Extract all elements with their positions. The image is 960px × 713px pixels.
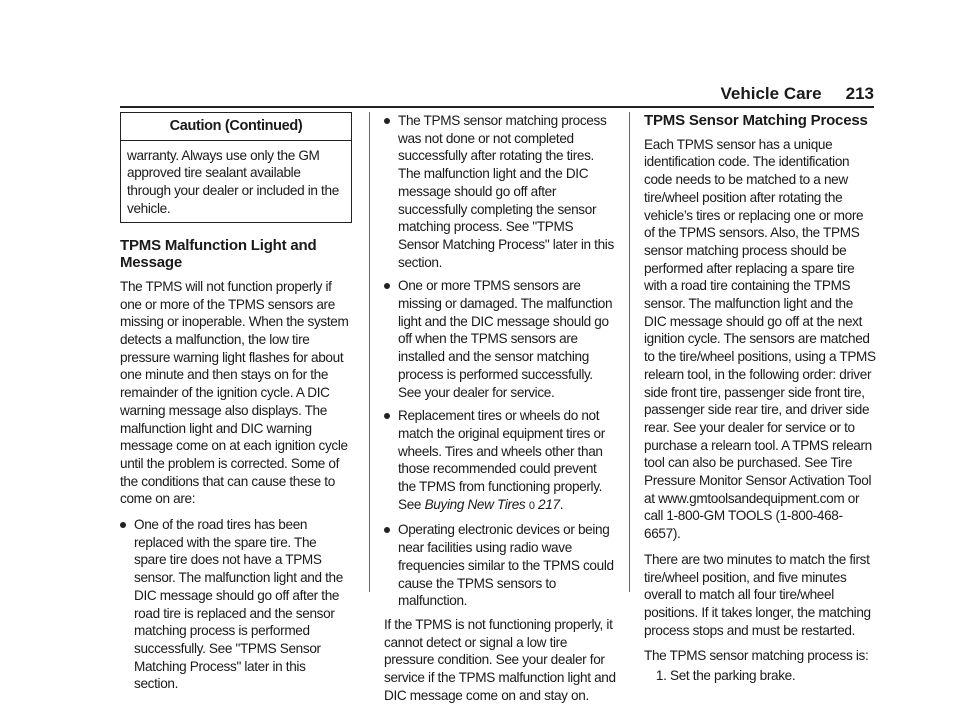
caution-title: Caution (Continued) [121, 113, 351, 141]
body-paragraph: If the TPMS is not functioning properly, it cannot detect or signal a low tire pressure condition. See your dealer for service if the TPMS malfunction light and DIC message come on and stay on. [384, 616, 616, 703]
body-paragraph: The TPMS will not function properly if one or more of the TPMS sensors are missing or inoperable. When the system detects a malfunction, the low tire pressure warning light flashes for about one minute and then stays on for the remainder of the ignition cycle. A DIC warning message also displays. The malfunction light and DIC warning message come on at each ignition cycle until the problem is corrected. Some of the conditions that can cause these to come on are: [120, 278, 349, 507]
caution-box [120, 112, 352, 223]
bullet-icon [384, 527, 390, 533]
cross-reference-link[interactable]: Buying New Tires [424, 496, 526, 512]
step-item: 1. Set the parking brake. [670, 667, 876, 685]
page-header [120, 80, 874, 108]
bullet-list [120, 516, 352, 693]
list-item [384, 112, 616, 271]
column-divider [629, 112, 630, 592]
column-1 [120, 112, 352, 699]
list-item [384, 521, 616, 610]
list-item [384, 407, 616, 515]
steps-list [644, 667, 876, 685]
list-item-text: One of the road tires has been replaced with the spare tire. The spare tire does not have a TPMS sensor. The malfunction light and the DIC message should go off after the road tire is replaced and the sensor matching process is performed successfully. See "TPMS Sensor Matching Process" later in this section. [134, 517, 343, 692]
page-number: 213 [845, 84, 874, 103]
list-item-text-main: Replacement tires or wheels do not match the original equipment tires or wheels. Tires and wheels other than those recommended could prevent the TPMS from functioning properly. See [398, 408, 605, 512]
list-item-text: The TPMS sensor matching process was not done or not completed successfully after rotating the tires. The malfunction light and the DIC message should go off after successfully completing the sensor matching process. See "TPMS Sensor Matching Process" later in this section. [398, 113, 614, 270]
bullet-icon [384, 118, 390, 124]
body-paragraph: There are two minutes to match the first tire/wheel position, and five minutes overall to match all four tire/wheel positions. If it takes longer, the matching process stops and must be restarted. [644, 551, 871, 638]
bullet-list [384, 112, 616, 610]
column-divider [369, 112, 370, 592]
list-item-text: Operating electronic devices or being near facilities using radio wave frequencies similar to the TPMS could cause the TPMS sensors to malfunction. [398, 522, 614, 609]
sentence-end: . [559, 496, 564, 512]
column-2 [384, 112, 616, 713]
section-title: Vehicle Care [720, 84, 822, 103]
page-reference-arrow-icon: 0 [528, 499, 535, 512]
section-heading: TPMS Malfunction Light and Message [120, 236, 317, 272]
list-item-text [398, 408, 605, 512]
list-item-text: One or more TPMS sensors are missing or damaged. The malfunction light and the DIC message should go off when the TPMS sensors are installed and the sensor matching process is performed successfully. See your dealer for service. [398, 278, 613, 400]
cross-reference-page[interactable]: 217 [538, 496, 560, 512]
section-heading: TPMS Sensor Matching Process [644, 112, 868, 129]
list-item [384, 277, 616, 401]
column-3 [644, 112, 876, 685]
body-paragraph: The TPMS sensor matching process is: [644, 648, 869, 664]
bullet-icon [384, 413, 390, 419]
body-paragraph: Each TPMS sensor has a unique identification code. The identification code needs to be matched to a new tire/wheel position after rotating the vehicle’s tires or replacing one or more of the TPMS sensors. Also, the TPMS sensor matching process should be performed after replacing a spare tire with a road tire containing the TPMS sensor. The malfunction light and the DIC message should go off at the next ignition cycle. The sensors are matched to the tire/wheel positions, using a TPMS relearn tool, in the following order: driver side front tire, passenger side front tire, passenger side rear tire, and driver side rear. See your dealer for service or to purchase a relearn tool. A TPMS relearn tool can also be purchased. See Tire Pressure Monitor Sensor Activation Tool at www.gmtoolsandequipment.com or call 1-800-GM TOOLS (1-800-468-6657). [644, 136, 876, 542]
bullet-icon [120, 522, 126, 528]
list-item [120, 516, 352, 693]
caution-text: warranty. Always use only the GM approved tire sealant available through your dealer or included in the vehicle. [127, 147, 339, 216]
bullet-icon [384, 283, 390, 289]
